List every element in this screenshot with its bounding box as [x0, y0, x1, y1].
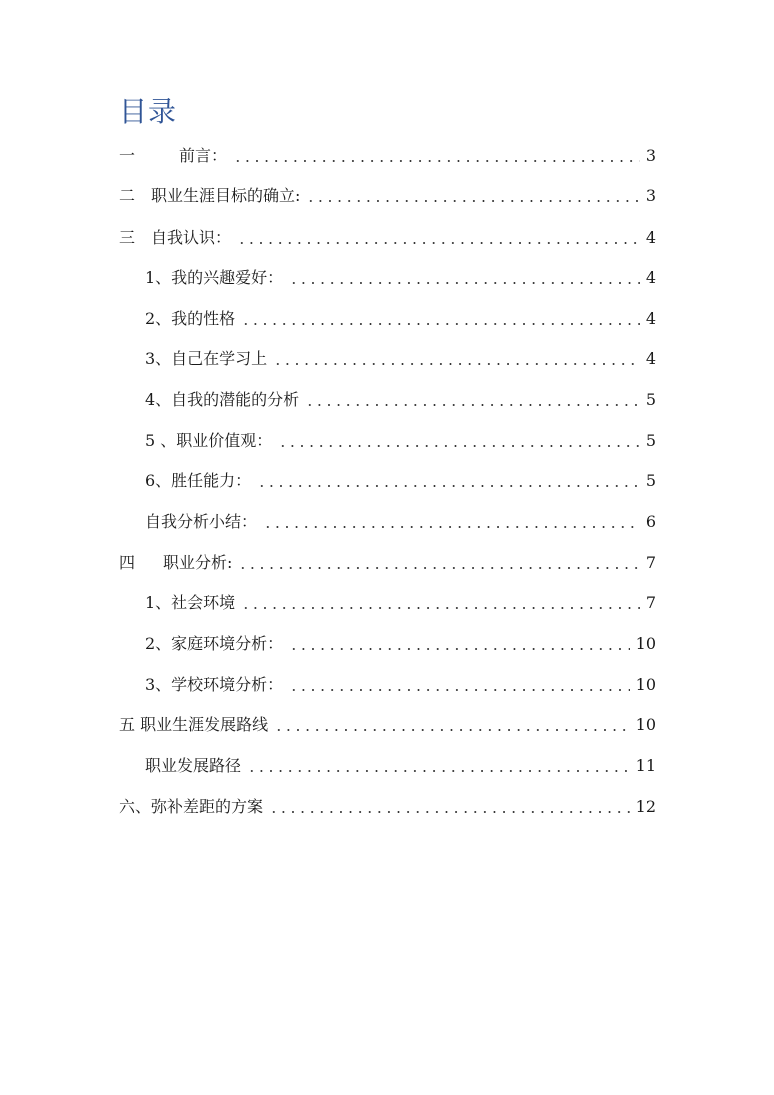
toc-entry-page: 5: [645, 390, 656, 409]
toc-entry-page: 4: [645, 349, 656, 368]
toc-entry-number: 二: [119, 186, 136, 205]
toc-entry-text: 1、我的兴趣爱好：: [145, 268, 284, 287]
toc-entry-text: 职业生涯目标的确立:: [151, 186, 301, 205]
toc-entry[interactable]: [145, 632, 656, 656]
toc-entry-text: 1、社会环境: [145, 593, 236, 612]
dot-leader: [238, 567, 639, 569]
toc-entry-text: 自我认识：: [151, 228, 232, 247]
toc-entry-text: 自我分析小结：: [145, 512, 258, 531]
toc-entry-page: 3: [645, 146, 656, 165]
toc-entry[interactable]: [119, 713, 656, 737]
toc-entry-page: 10: [635, 715, 656, 734]
toc-entry[interactable]: [145, 591, 656, 615]
toc-entry-text: 2、我的性格: [145, 309, 236, 328]
dot-leader: [273, 363, 640, 365]
dot-leader: [247, 770, 630, 772]
toc-entry-page: 10: [635, 675, 656, 694]
toc-entry-page: 10: [635, 634, 656, 653]
dot-leader: [269, 811, 630, 813]
toc-entry-number: 一: [119, 146, 136, 165]
toc-entry-page: 5: [645, 431, 656, 450]
toc-entry-page: 7: [645, 553, 656, 572]
dot-leader: [257, 485, 640, 487]
toc-entry-text: 前言：: [179, 146, 228, 165]
toc-entry-page: 11: [635, 756, 656, 775]
toc-entry-text: 五 职业生涯发展路线: [119, 715, 269, 734]
toc-entry-text: 6、胜任能力：: [145, 471, 252, 490]
dot-leader: [237, 242, 640, 244]
toc-entry-text: 2、家庭环境分析：: [145, 634, 284, 653]
toc-entry-page: 4: [645, 228, 656, 247]
toc-entry-text: 4、自我的潜能的分析: [145, 390, 300, 409]
toc-entry[interactable]: [145, 266, 656, 290]
dot-leader: [306, 200, 639, 202]
toc-entry-text: 职业发展路径: [145, 756, 242, 775]
toc-entry[interactable]: [145, 754, 656, 778]
toc-entry[interactable]: [145, 673, 656, 697]
toc-entry-page: 5: [645, 471, 656, 490]
toc-entry[interactable]: [145, 388, 656, 412]
toc-entry[interactable]: [119, 144, 656, 168]
toc-title: 目录: [119, 95, 178, 128]
toc-entry-page: 7: [645, 593, 656, 612]
toc-entry[interactable]: [119, 551, 656, 575]
toc-entry-page: 3: [645, 186, 656, 205]
toc-entry[interactable]: [145, 429, 656, 453]
toc-entry-number: 三: [119, 228, 136, 247]
toc-entry-text: 3、学校环境分析：: [145, 675, 284, 694]
dot-leader: [305, 404, 640, 406]
toc-entry[interactable]: [119, 184, 656, 208]
dot-leader: [289, 282, 640, 284]
dot-leader: [289, 648, 629, 650]
dot-leader: [233, 160, 640, 162]
toc-entry[interactable]: [145, 307, 656, 331]
dot-leader: [274, 729, 630, 731]
toc-entry[interactable]: [119, 795, 656, 819]
toc-entry-page: 6: [645, 512, 656, 531]
toc-entry-page: 4: [645, 309, 656, 328]
dot-leader: [241, 323, 640, 325]
dot-leader: [241, 607, 640, 609]
toc-entry-text: 5 、职业价值观：: [145, 431, 273, 450]
toc-entry-page: 4: [645, 268, 656, 287]
toc-entry-text: 3、自己在学习上: [145, 349, 268, 368]
toc-entry-number: 四: [119, 553, 136, 572]
toc-entry[interactable]: [145, 469, 656, 493]
toc-entry-text: 六、弥补差距的方案: [119, 797, 264, 816]
toc-entry[interactable]: [119, 226, 656, 250]
toc-entry[interactable]: [145, 347, 656, 371]
toc-entry-page: 12: [635, 797, 656, 816]
toc-entry[interactable]: [145, 510, 656, 534]
toc-entry-text: 职业分析:: [163, 553, 233, 572]
dot-leader: [263, 526, 640, 528]
dot-leader: [289, 689, 629, 691]
dot-leader: [278, 445, 640, 447]
